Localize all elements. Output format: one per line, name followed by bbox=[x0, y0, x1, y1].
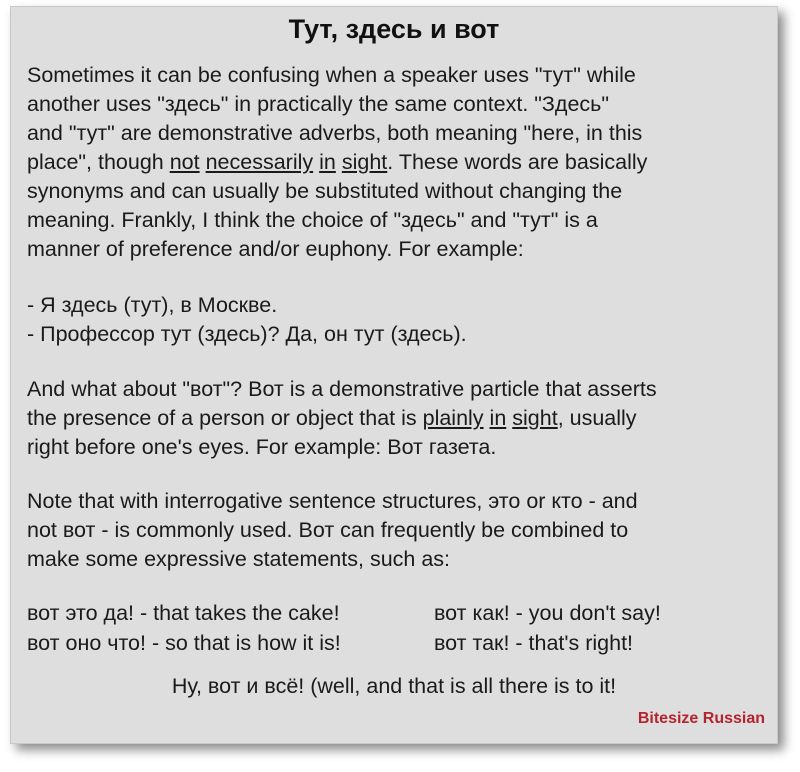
examples-list bbox=[27, 291, 767, 349]
underlined-word: in bbox=[489, 406, 507, 430]
lesson-card bbox=[10, 6, 778, 744]
text-segment: , usually bbox=[557, 406, 637, 430]
brand-signature: Bitesize Russian bbox=[637, 710, 765, 727]
paragraph-line: synonyms and can usually be substituted without changing the bbox=[27, 179, 623, 203]
paragraph-line: make some expressive statements, such as: bbox=[27, 547, 451, 571]
expression-left-2: вот оно что! - so that is how it is! bbox=[27, 631, 341, 655]
paragraph-vot bbox=[27, 375, 767, 462]
expression-left-1: вот это да! - that takes the cake! bbox=[27, 601, 340, 625]
text-segment: the presence of a person or object that is bbox=[27, 406, 423, 430]
paragraph-line: Note that with interrogative sentence structures, это or кто - and bbox=[27, 489, 638, 513]
example-line: - Профессор тут (здесь)? Да, он тут (здесь). bbox=[27, 322, 467, 346]
closing-line: Ну, вот и всё! (well, and that is all there is to it! bbox=[171, 674, 617, 698]
text-segment: place", though bbox=[27, 150, 170, 174]
paragraph-line: manner of preference and/or euphony. For example: bbox=[27, 237, 524, 261]
paragraph-line: Sometimes it can be confusing when a speaker uses "тут" while bbox=[27, 63, 636, 87]
expression-right-2: вот так! - that's right! bbox=[434, 631, 634, 655]
expression-right-1: вот как! - you don't say! bbox=[434, 601, 661, 625]
underlined-word: not bbox=[169, 150, 200, 174]
paragraph-line: and "тут" are demonstrative adverbs, both meaning "here, in this bbox=[27, 121, 643, 145]
example-line: - Я здесь (тут), в Москве. bbox=[27, 293, 278, 317]
paragraph-line bbox=[27, 148, 767, 177]
page-title: Тут, здесь и вот bbox=[288, 14, 500, 44]
paragraph-line: And what about "вот"? Вот is a demonstrative particle that asserts bbox=[27, 377, 657, 401]
paragraph-line: another uses "здесь" in practically the same context. "Здесь" bbox=[27, 92, 610, 116]
underlined-word: plainly bbox=[422, 406, 484, 430]
underlined-word: necessarily bbox=[205, 150, 314, 174]
underlined-word: sight bbox=[341, 150, 388, 174]
underlined-word: in bbox=[319, 150, 336, 174]
paragraph-line: not вот - is commonly used. Вот can frequently be combined to bbox=[27, 518, 629, 542]
paragraph-line: right before one's eyes. For example: Вот газета. bbox=[27, 435, 497, 459]
paragraph-note bbox=[27, 487, 767, 574]
text-segment: . These words are basically bbox=[387, 150, 648, 174]
paragraph-line bbox=[27, 404, 767, 433]
paragraph-line: meaning. Frankly, I think the choice of "здесь" and "тут" is a bbox=[27, 208, 598, 232]
underlined-word: sight bbox=[512, 406, 558, 430]
paragraph-intro bbox=[27, 61, 767, 264]
